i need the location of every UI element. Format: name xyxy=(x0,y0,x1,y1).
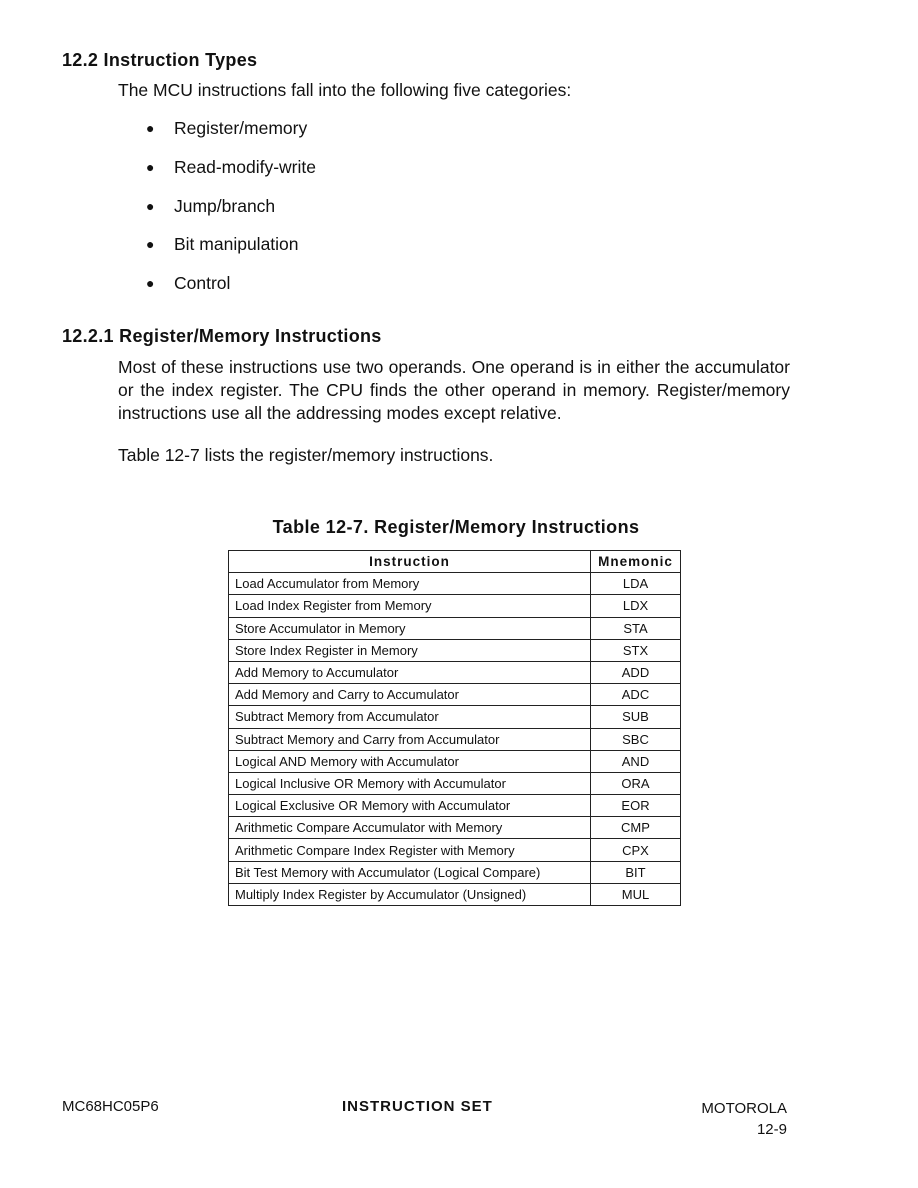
instruction-cell: Arithmetic Compare Accumulator with Memory xyxy=(229,817,591,839)
page-number: 12-9 xyxy=(756,1121,787,1138)
mnemonic-cell: MUL xyxy=(591,883,681,905)
register-memory-table xyxy=(228,550,681,906)
instruction-cell: Multiply Index Register by Accumulator (Unsigned) xyxy=(229,883,591,905)
instruction-cell: Load Accumulator from Memory xyxy=(229,573,591,595)
table-row xyxy=(229,861,681,883)
table-row xyxy=(229,750,681,772)
bullet-icon: ● xyxy=(146,158,155,175)
column-header-instruction: Instruction xyxy=(229,551,591,573)
section-intro: The MCU instructions fall into the following five categories: xyxy=(118,80,572,100)
mnemonic-cell: STX xyxy=(591,639,681,661)
mnemonic-cell: SBC xyxy=(591,728,681,750)
mnemonic-cell: CMP xyxy=(591,817,681,839)
footer-part-number: MC68HC05P6 xyxy=(62,1098,159,1115)
list-item: ● Register/memory xyxy=(146,118,308,138)
bullet-icon: ● xyxy=(146,275,155,292)
instruction-cell: Logical Exclusive OR Memory with Accumulator xyxy=(229,795,591,817)
table-reference-paragraph: Table 12-7 lists the register/memory instructions. xyxy=(118,445,494,465)
table-row xyxy=(229,706,681,728)
subsection-heading: 12.2.1 Register/Memory Instructions xyxy=(62,326,382,346)
list-item: ● Jump/branch xyxy=(146,195,276,216)
table-row xyxy=(229,728,681,750)
table-row xyxy=(229,573,681,595)
bullet-icon: ● xyxy=(146,120,155,136)
mnemonic-cell: CPX xyxy=(591,839,681,861)
mnemonic-cell: ORA xyxy=(591,772,681,794)
instruction-cell: Bit Test Memory with Accumulator (Logical Compare) xyxy=(229,861,591,883)
mnemonic-cell: EOR xyxy=(591,795,681,817)
instruction-cell: Load Index Register from Memory xyxy=(229,595,591,617)
instruction-cell: Add Memory to Accumulator xyxy=(229,661,591,683)
instruction-cell: Add Memory and Carry to Accumulator xyxy=(229,684,591,706)
mnemonic-cell: SUB xyxy=(591,706,681,728)
column-header-mnemonic: Mnemonic xyxy=(591,551,681,573)
table-row xyxy=(229,661,681,683)
table-row xyxy=(229,883,681,905)
mnemonic-cell: ADD xyxy=(591,661,681,683)
table-row xyxy=(229,817,681,839)
table-caption: Table 12-7. Register/Memory Instructions xyxy=(272,517,640,537)
category-list xyxy=(146,117,316,311)
table-row xyxy=(229,795,681,817)
table-row xyxy=(229,639,681,661)
instruction-cell: Arithmetic Compare Index Register with Memory xyxy=(229,839,591,861)
bullet-icon: ● xyxy=(146,197,155,214)
instruction-cell: Logical Inclusive OR Memory with Accumulator xyxy=(229,772,591,794)
table-row xyxy=(229,684,681,706)
bullet-icon: ● xyxy=(146,236,155,253)
footer-company: MOTOROLA xyxy=(701,1100,787,1117)
instruction-cell: Logical AND Memory with Accumulator xyxy=(229,750,591,772)
table-header-row xyxy=(229,551,681,573)
instruction-cell: Subtract Memory and Carry from Accumulator xyxy=(229,728,591,750)
mnemonic-cell: BIT xyxy=(591,861,681,883)
mnemonic-cell: LDX xyxy=(591,595,681,617)
table-row xyxy=(229,617,681,639)
table-row xyxy=(229,595,681,617)
instruction-cell: Store Accumulator in Memory xyxy=(229,617,591,639)
list-item: ● Control xyxy=(146,273,231,294)
footer-right xyxy=(701,1098,787,1140)
table-row xyxy=(229,772,681,794)
section-heading: 12.2 Instruction Types xyxy=(62,50,258,70)
footer-chapter-title: INSTRUCTION SET xyxy=(342,1098,493,1115)
mnemonic-cell: LDA xyxy=(591,573,681,595)
instruction-cell: Subtract Memory from Accumulator xyxy=(229,706,591,728)
instruction-cell: Store Index Register in Memory xyxy=(229,639,591,661)
mnemonic-cell: STA xyxy=(591,617,681,639)
list-item: ● Read-modify-write xyxy=(146,156,316,177)
list-item: ● Bit manipulation xyxy=(146,234,299,255)
mnemonic-cell: ADC xyxy=(591,684,681,706)
mnemonic-cell: AND xyxy=(591,750,681,772)
table-row xyxy=(229,839,681,861)
subsection-paragraph: Most of these instructions use two operands. One operand is in either the accumulator or the index register. The CPU finds the other operand in memory. Register/memory instructions use all the addressing modes except relative. xyxy=(118,357,790,423)
